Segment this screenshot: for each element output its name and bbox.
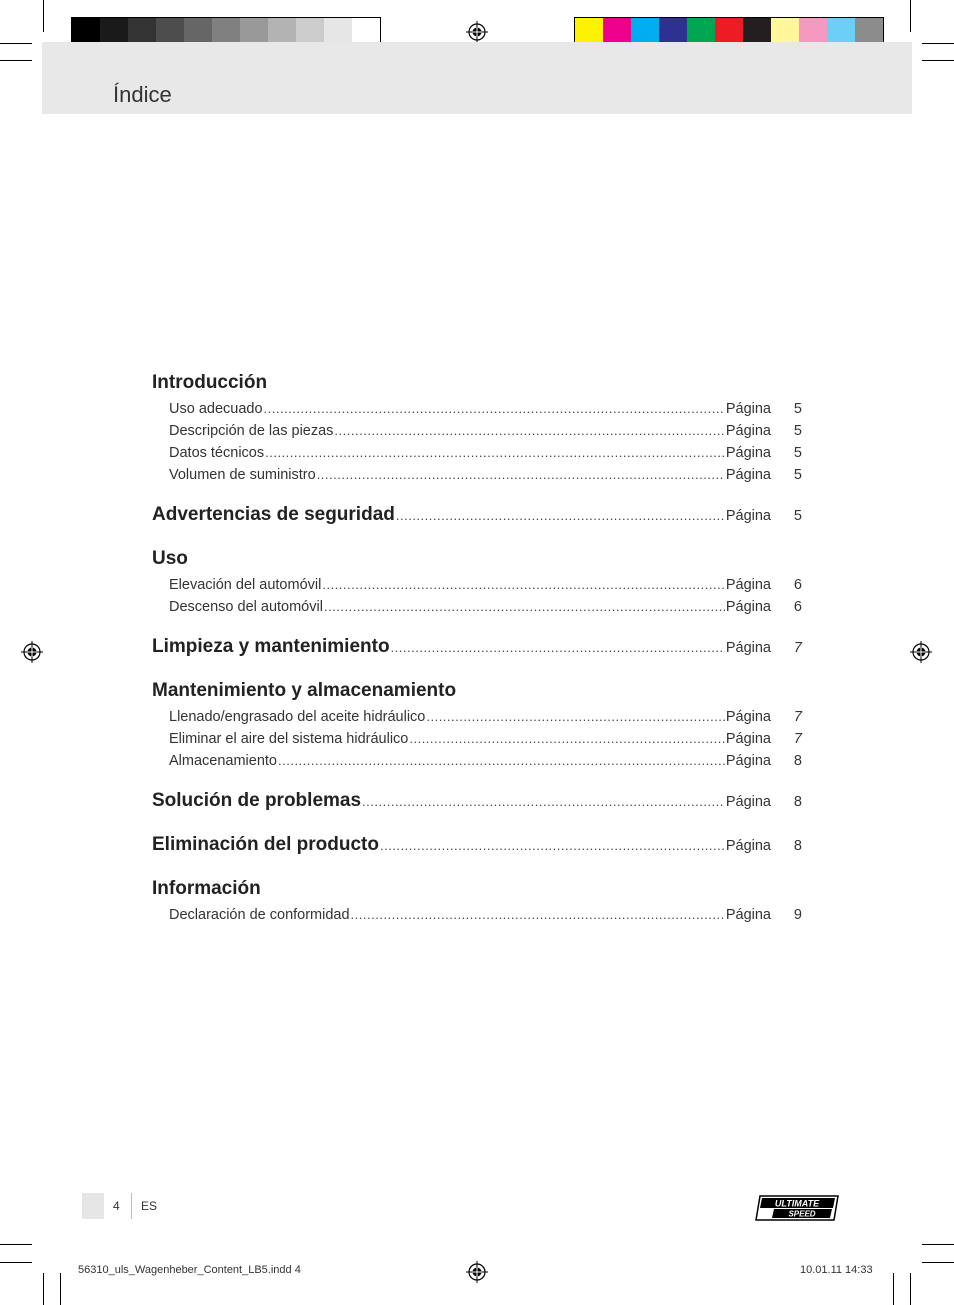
color-swatch (212, 18, 240, 45)
color-swatch (659, 18, 687, 45)
page-ref: 5 (793, 401, 802, 417)
page-label: Página (725, 467, 771, 483)
color-swatch (827, 18, 855, 45)
page-label: Página (725, 401, 771, 417)
page-ref: 7 (793, 709, 802, 725)
toc-entry[interactable] (152, 574, 802, 596)
color-swatch (603, 18, 631, 45)
toc-section (152, 878, 802, 926)
toc-heading-label: Uso (152, 548, 188, 569)
toc-heading[interactable] (152, 636, 802, 662)
crop-mark (893, 1273, 894, 1305)
registration-mark-icon (466, 1261, 488, 1283)
toc-entry-label: Descenso del automóvil (169, 599, 323, 615)
crop-mark (43, 0, 44, 32)
toc-entry-label: Uso adecuado (169, 401, 263, 417)
crop-mark (0, 43, 32, 44)
color-swatch (687, 18, 715, 45)
page-label: Página (725, 731, 771, 747)
registration-mark-icon (466, 21, 488, 43)
page-ref: 5 (793, 423, 802, 439)
toc-heading[interactable] (152, 504, 802, 530)
crop-mark (0, 1262, 32, 1263)
toc-heading[interactable] (152, 878, 802, 904)
dot-leader (362, 794, 725, 809)
crop-mark (922, 43, 954, 44)
dot-leader (317, 464, 725, 486)
crop-mark (910, 0, 911, 32)
page-ref: 5 (793, 508, 802, 524)
toc-section (152, 504, 802, 530)
toc-entry-label: Almacenamiento (169, 753, 277, 769)
crop-mark (910, 1273, 911, 1305)
footer-divider (131, 1193, 132, 1219)
page-label: Página (725, 838, 771, 854)
page-label: Página (725, 577, 771, 593)
toc-entry-label: Volumen de suministro (169, 467, 316, 483)
dot-leader (351, 904, 725, 926)
color-swatch (156, 18, 184, 45)
toc-heading-label: Introducción (152, 372, 268, 393)
color-swatch (296, 18, 324, 45)
color-swatch (352, 18, 380, 45)
toc-heading-label: Mantenimiento y almacenamiento (152, 680, 457, 701)
toc-heading-label: Limpieza y mantenimiento (152, 636, 390, 657)
page-ref: 5 (793, 445, 802, 461)
page-ref: 7 (793, 731, 802, 747)
dot-leader (322, 574, 725, 596)
color-swatch (855, 18, 883, 45)
toc-heading[interactable] (152, 372, 802, 398)
toc-entry[interactable] (152, 442, 802, 464)
toc-section (152, 636, 802, 662)
dot-leader (334, 420, 724, 442)
color-swatch (575, 18, 603, 45)
toc-heading[interactable] (152, 790, 802, 816)
color-swatch (715, 18, 743, 45)
color-swatch (72, 18, 100, 45)
page-label: Página (725, 599, 771, 615)
page-ref: 8 (793, 838, 802, 854)
page-ref: 7 (793, 640, 802, 656)
color-swatch (268, 18, 296, 45)
dot-leader (426, 706, 724, 728)
page-label: Página (725, 753, 771, 769)
page-ref: 8 (793, 753, 802, 769)
color-swatch (799, 18, 827, 45)
page-number: 4 (113, 1199, 120, 1213)
dot-leader (265, 442, 725, 464)
page-label: Página (725, 508, 771, 524)
toc-entry[interactable] (152, 728, 802, 750)
toc-heading-label: Solución de problemas (152, 790, 362, 811)
toc-heading-label: Información (152, 878, 261, 899)
toc-section (152, 834, 802, 860)
toc-entry[interactable] (152, 398, 802, 420)
color-swatch (240, 18, 268, 45)
toc-entry[interactable] (152, 420, 802, 442)
crop-mark (922, 1244, 954, 1245)
page-ref: 5 (793, 467, 802, 483)
dot-leader (391, 640, 725, 655)
dot-leader (324, 596, 725, 618)
dot-leader (380, 838, 725, 853)
toc-section (152, 372, 802, 486)
registration-mark-icon (910, 641, 932, 663)
toc-entry-label: Eliminar el aire del sistema hidráulico (169, 731, 409, 747)
slug-date: 10.01.11 14:33 (800, 1264, 873, 1276)
color-swatch (128, 18, 156, 45)
crop-mark (922, 60, 954, 61)
page-ref: 9 (793, 907, 802, 923)
toc-heading[interactable] (152, 680, 802, 706)
toc-entry-label: Elevación del automóvil (169, 577, 322, 593)
page-label: Página (725, 907, 771, 923)
table-of-contents (152, 372, 802, 944)
page-label: Página (725, 640, 771, 656)
logo-text-bottom: SPEED (788, 1209, 816, 1219)
crop-mark (922, 1262, 954, 1263)
toc-heading-label: Eliminación del producto (152, 834, 379, 855)
registration-mark-icon (21, 641, 43, 663)
page-ref: 6 (793, 577, 802, 593)
toc-entry[interactable] (152, 706, 802, 728)
toc-heading[interactable] (152, 548, 802, 574)
page-title: Índice (113, 82, 172, 107)
crop-mark (0, 1244, 32, 1245)
ultimate-speed-logo (754, 1194, 840, 1222)
dot-leader (264, 398, 725, 420)
color-swatch (324, 18, 352, 45)
footer-tab (82, 1193, 104, 1219)
color-swatch (771, 18, 799, 45)
language-code: ES (141, 1199, 158, 1213)
toc-heading-label: Advertencias de seguridad (152, 504, 395, 525)
header-band (42, 42, 912, 114)
logo-text-top: ULTIMATE (774, 1198, 820, 1209)
crop-mark (60, 1273, 61, 1305)
page-ref: 8 (793, 794, 802, 810)
toc-entry-label: Llenado/engrasado del aceite hidráulico (169, 709, 426, 725)
page-ref: 6 (793, 599, 802, 615)
toc-heading[interactable] (152, 834, 802, 860)
toc-entry-label: Datos técnicos (169, 445, 265, 461)
color-swatch (631, 18, 659, 45)
crop-mark (43, 1273, 44, 1305)
color-swatch (184, 18, 212, 45)
slug-filename: 56310_uls_Wagenheber_Content_LB5.indd 4 (78, 1264, 301, 1276)
crop-mark (0, 60, 32, 61)
color-swatch (100, 18, 128, 45)
toc-section (152, 548, 802, 618)
color-swatch (743, 18, 771, 45)
toc-entry[interactable] (152, 596, 802, 618)
dot-leader (278, 750, 725, 772)
dot-leader (409, 728, 724, 750)
toc-entry[interactable] (152, 464, 802, 486)
toc-entry-label: Descripción de las piezas (169, 423, 334, 439)
toc-section (152, 790, 802, 816)
page-label: Página (725, 445, 771, 461)
page-label: Página (725, 794, 771, 810)
page-label: Página (725, 709, 771, 725)
toc-section (152, 680, 802, 772)
dot-leader (396, 508, 725, 523)
toc-entry-label: Declaración de conformidad (169, 907, 350, 923)
page-label: Página (725, 423, 771, 439)
toc-entry[interactable] (152, 904, 802, 926)
toc-entry[interactable] (152, 750, 802, 772)
